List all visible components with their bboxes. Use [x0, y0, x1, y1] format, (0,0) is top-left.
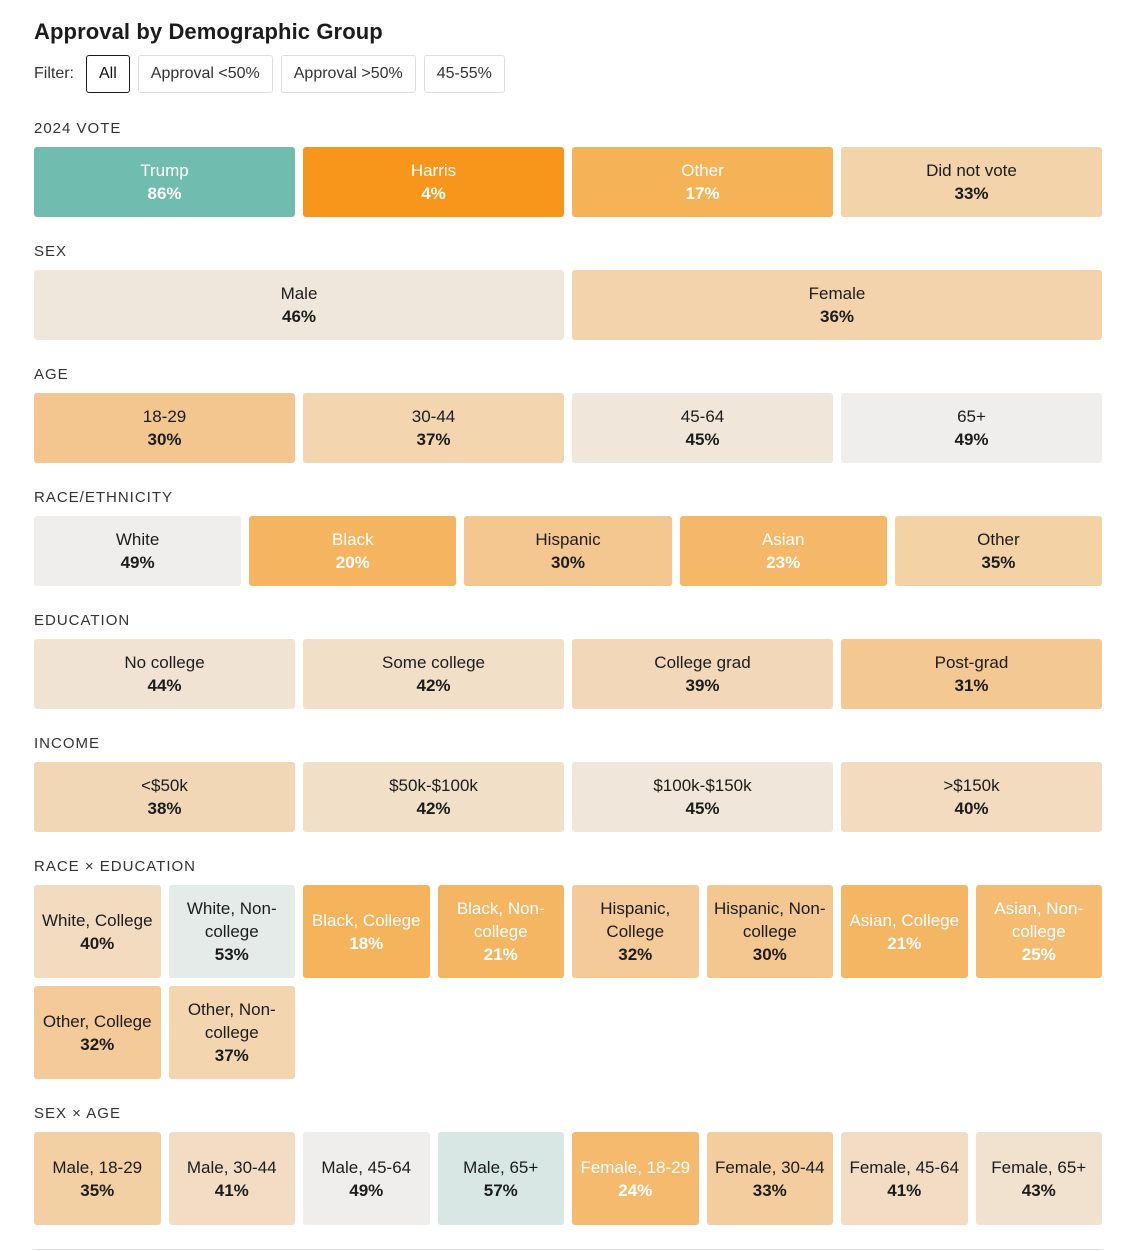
heatmap-cell-age-65[interactable] [841, 393, 1102, 463]
cell-value: 41% [214, 1180, 249, 1200]
cell-value: 21% [887, 933, 922, 953]
cell-label: No college [124, 653, 205, 672]
heatmap-grid-education [34, 639, 1102, 709]
heatmap-cell-2024-vote-trump[interactable] [34, 147, 295, 217]
cell-value: 42% [416, 676, 451, 695]
cell-label: Hispanic [535, 530, 601, 549]
cell-value: 33% [752, 1180, 787, 1200]
section-title-race-education: RACE × EDUCATION [34, 858, 196, 875]
section-title-2024-vote: 2024 VOTE [34, 120, 122, 137]
heatmap-cell-race-ethnicity-white[interactable] [34, 516, 241, 586]
cell-value: 49% [349, 1180, 384, 1200]
cell-label: Hispanic, Non-college [714, 899, 826, 941]
cell-label: Other [681, 161, 724, 180]
cell-label: Post-grad [934, 653, 1009, 672]
cell-label: 45-64 [680, 407, 725, 426]
cell-value: 41% [887, 1180, 922, 1200]
cell-value: 35% [981, 553, 1016, 572]
cell-label: Male, 45-64 [321, 1157, 412, 1177]
heatmap-cell-race-education-white-non-college[interactable] [169, 885, 296, 978]
section-title-sex-age: SEX × AGE [34, 1105, 121, 1122]
cell-value: 4% [421, 184, 446, 203]
cell-label: Female, 30-44 [714, 1157, 825, 1177]
cell-value: 37% [214, 1046, 249, 1065]
cell-label: Trump [140, 161, 189, 180]
heatmap-cell-age-45-64[interactable] [572, 393, 833, 463]
cell-value: 30% [550, 553, 585, 572]
heatmap-grid-sex-age [34, 1132, 1102, 1225]
cell-label: Asian, Non-college [994, 899, 1084, 941]
cell-label: Some college [381, 653, 485, 672]
cell-label: 30-44 [411, 407, 456, 426]
section-title-sex: SEX [34, 243, 68, 260]
cell-value: 45% [685, 799, 720, 818]
cell-value: 17% [685, 184, 720, 203]
cell-value: 20% [335, 553, 370, 572]
heatmap-cell-race-education-hispanic-college[interactable] [572, 885, 699, 978]
cell-value: 18% [349, 933, 384, 953]
cell-value: 38% [147, 799, 182, 818]
heatmap-groups [34, 119, 1102, 1225]
filter-bar [34, 55, 1102, 93]
heatmap-grid-sex [34, 270, 1102, 340]
cell-label: Asian [761, 530, 805, 549]
cell-value: 32% [618, 945, 653, 964]
heatmap-cell-education-college-grad[interactable] [572, 639, 833, 709]
heatmap-cell-sex-female[interactable] [572, 270, 1102, 340]
heatmap-cell-sex-age-female-18-29[interactable] [572, 1132, 699, 1225]
heatmap-grid-income [34, 762, 1102, 832]
heatmap-cell-sex-male[interactable] [34, 270, 564, 340]
cell-label: Female, 45-64 [849, 1157, 960, 1177]
heatmap-cell-race-ethnicity-other[interactable] [895, 516, 1102, 586]
heatmap-cell-race-education-asian-non-college[interactable] [976, 885, 1103, 978]
cell-value: 45% [685, 430, 720, 449]
cell-value: 43% [1021, 1180, 1056, 1200]
cell-value: 46% [281, 307, 317, 326]
cell-label: >$150k [943, 776, 1000, 795]
heatmap-cell-sex-age-female-45-64[interactable] [841, 1132, 968, 1225]
cell-value: 53% [214, 945, 249, 964]
cell-label: Male, 30-44 [186, 1157, 277, 1177]
cell-label: $100k-$150k [653, 776, 752, 795]
cell-value: 49% [120, 553, 155, 572]
heatmap-cell-race-education-hispanic-non-college[interactable] [707, 885, 834, 978]
heatmap-cell-sex-age-female-65[interactable] [976, 1132, 1103, 1225]
cell-value: 36% [819, 307, 855, 326]
heatmap-cell-race-ethnicity-asian[interactable] [680, 516, 887, 586]
filter-approval-above-50-button[interactable]: Approval >50% [281, 55, 416, 93]
heatmap-cell-sex-age-male-30-44[interactable] [169, 1132, 296, 1225]
section-title-age: AGE [34, 366, 69, 383]
heatmap-cell-race-education-asian-college[interactable] [841, 885, 968, 978]
heatmap-grid-2024-vote [34, 147, 1102, 217]
cell-value: 40% [80, 933, 115, 953]
heatmap-cell-race-education-other-non-college[interactable] [169, 986, 296, 1079]
heatmap-cell-2024-vote-harris[interactable] [303, 147, 564, 217]
cell-label: Hispanic, College [600, 899, 671, 941]
section-title-race-ethnicity: RACE/ETHNICITY [34, 489, 174, 506]
section-title-income: INCOME [34, 735, 100, 752]
heatmap-cell-income-150k[interactable] [841, 762, 1102, 832]
cell-value: 30% [752, 945, 787, 964]
cell-value: 37% [416, 430, 451, 449]
heatmap-cell-income-100k-150k[interactable] [572, 762, 833, 832]
heatmap-cell-education-post-grad[interactable] [841, 639, 1102, 709]
heatmap-cell-race-education-black-non-college[interactable] [438, 885, 565, 978]
filter-label: Filter: [34, 65, 74, 82]
cell-label: College grad [654, 653, 751, 672]
heatmap-grid-race-ethnicity [34, 516, 1102, 586]
cell-value: 39% [685, 676, 720, 695]
filter-approval-below-50-button[interactable]: Approval <50% [138, 55, 273, 93]
cell-label: Black [332, 530, 374, 549]
heatmap-cell-education-no-college[interactable] [34, 639, 295, 709]
cell-label: <$50k [141, 776, 188, 795]
cell-label: Asian, College [849, 910, 960, 930]
cell-label: Male, 18-29 [52, 1157, 143, 1177]
heatmap-cell-income-50k[interactable] [34, 762, 295, 832]
heatmap-cell-education-some-college[interactable] [303, 639, 564, 709]
cell-value: 44% [147, 676, 182, 695]
cell-value: 25% [1021, 945, 1056, 964]
heatmap-cell-2024-vote-did-not-vote[interactable] [841, 147, 1102, 217]
heatmap-cell-age-18-29[interactable] [34, 393, 295, 463]
cell-value: 21% [483, 945, 518, 964]
cell-value: 23% [766, 553, 801, 572]
cell-value: 30% [147, 430, 182, 449]
cell-value: 31% [954, 676, 989, 695]
heatmap-cell-sex-age-male-18-29[interactable] [34, 1132, 161, 1225]
heatmap-cell-sex-age-male-45-64[interactable] [303, 1132, 430, 1225]
cell-label: Other [977, 530, 1020, 549]
cell-label: Male [280, 284, 318, 303]
heatmap-cell-race-ethnicity-hispanic[interactable] [464, 516, 671, 586]
cell-value: 32% [80, 1034, 115, 1054]
cell-label: Black, College [311, 910, 421, 930]
heatmap-cell-age-30-44[interactable] [303, 393, 564, 463]
cell-label: White, College [41, 910, 153, 930]
cell-label: White [115, 530, 160, 549]
cell-value: 24% [618, 1180, 653, 1200]
cell-label: Female, 65+ [991, 1157, 1087, 1177]
cell-value: 86% [147, 184, 182, 203]
cell-label: 18-29 [142, 407, 187, 426]
section-title-education: EDUCATION [34, 612, 131, 629]
cell-value: 40% [954, 799, 989, 818]
bottom-divider [34, 1249, 1102, 1250]
cell-label: Female, 18-29 [580, 1157, 691, 1177]
cell-label: Did not vote [926, 161, 1017, 180]
cell-value: 42% [416, 799, 451, 818]
cell-label: Male, 65+ [463, 1157, 539, 1177]
cell-label: Black, Non-college [456, 899, 545, 941]
heatmap-grid-age [34, 393, 1102, 463]
filter-all-button[interactable]: All [86, 55, 130, 93]
cell-value: 49% [954, 430, 989, 449]
filter-45-55-button[interactable]: 45-55% [424, 55, 505, 93]
heatmap-cell-sex-age-male-65[interactable] [438, 1132, 565, 1225]
cell-label: Harris [410, 161, 457, 180]
heatmap-cell-sex-age-female-30-44[interactable] [707, 1132, 834, 1225]
cell-value: 57% [483, 1180, 518, 1200]
cell-value: 35% [80, 1180, 115, 1200]
cell-label: 65+ [957, 407, 986, 426]
heatmap-cell-race-education-black-college[interactable] [303, 885, 430, 978]
heatmap-cell-race-ethnicity-black[interactable] [249, 516, 456, 586]
heatmap-cell-race-education-other-college[interactable] [34, 986, 161, 1079]
cell-value: 33% [954, 184, 989, 203]
heatmap-grid-race-education [34, 885, 1102, 1079]
cell-label: White, Non-college [186, 899, 277, 941]
cell-label: Female [808, 284, 866, 303]
heatmap-cell-race-education-white-college[interactable] [34, 885, 161, 978]
cell-label: $50k-$100k [389, 776, 478, 795]
cell-label: Other, College [42, 1011, 152, 1031]
page-title: Approval by Demographic Group [34, 19, 383, 44]
heatmap-cell-2024-vote-other[interactable] [572, 147, 833, 217]
heatmap-cell-income-50k-100k[interactable] [303, 762, 564, 832]
cell-label: Other, Non-college [187, 1000, 276, 1042]
